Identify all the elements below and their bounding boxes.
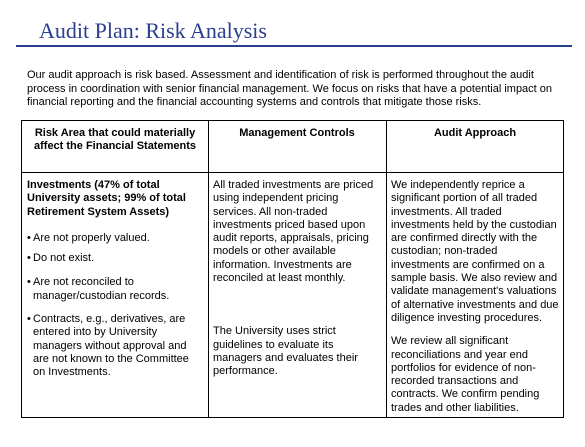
list-item: • Are not reconciled to manager/custodian records. xyxy=(27,276,170,302)
list-item: • Are not properly valued. xyxy=(27,231,150,244)
bullet-icon: • xyxy=(27,313,31,326)
title-divider xyxy=(16,45,572,47)
bullet-icon: • xyxy=(27,276,31,289)
header-risk-area: Risk Area that could materially affect the Financial Statements xyxy=(34,127,196,153)
header-audit-approach: Audit Approach xyxy=(433,127,517,139)
audit-approach-paragraph: We review all significant reconciliations and year end portfolios for evidence of non-recorded transactions and contracts. We confirm pending trades and other liabilities. xyxy=(391,335,540,414)
column-divider xyxy=(208,121,209,417)
bullet-icon: • xyxy=(27,231,31,244)
header-management-controls: Management Controls xyxy=(239,127,355,139)
intro-paragraph: Our audit approach is risk based. Assessment and identification of risk is performed throughout the audit process in coordination with senior financial management. We focus on risks that have a potential impact on financial reporting and the financial accounting systems and controls that mitigate those risks. xyxy=(27,69,553,108)
page-title: Audit Plan: Risk Analysis xyxy=(39,18,267,43)
bullet-icon: • xyxy=(27,252,31,265)
header-divider xyxy=(22,172,563,173)
audit-approach-cell xyxy=(391,179,559,415)
list-item: • Do not exist. xyxy=(27,252,95,265)
management-controls-paragraph: The University uses strict guidelines to evaluate its managers and evaluates their performance. xyxy=(213,325,358,378)
management-controls-paragraph: All traded investments are priced using independent pricing services. All non-traded investments priced based upon audit reports, appraisals, pricing models or other available information. Investments are reconciled at least monthly. xyxy=(213,179,374,285)
audit-approach-paragraph: We independently reprice a significant portion of all traded investments. All traded investments held by the custodian are confirmed directly with the custodian; non-traded investments are confirmed on a sample basis. We also review and validate management's valuations of alternative investments and due diligence investing procedures. xyxy=(391,179,559,324)
list-item: • Contracts, e.g., derivatives, are entered into by University managers without approval and are not known to the Committee on Investments. xyxy=(27,313,189,379)
risk-area-cell xyxy=(27,179,199,380)
risk-area-heading: Investments (47% of total University assets; 99% of total Retirement System Assets) xyxy=(27,179,186,218)
column-divider xyxy=(386,121,387,417)
management-controls-cell xyxy=(213,179,378,379)
risk-analysis-table xyxy=(21,120,564,418)
